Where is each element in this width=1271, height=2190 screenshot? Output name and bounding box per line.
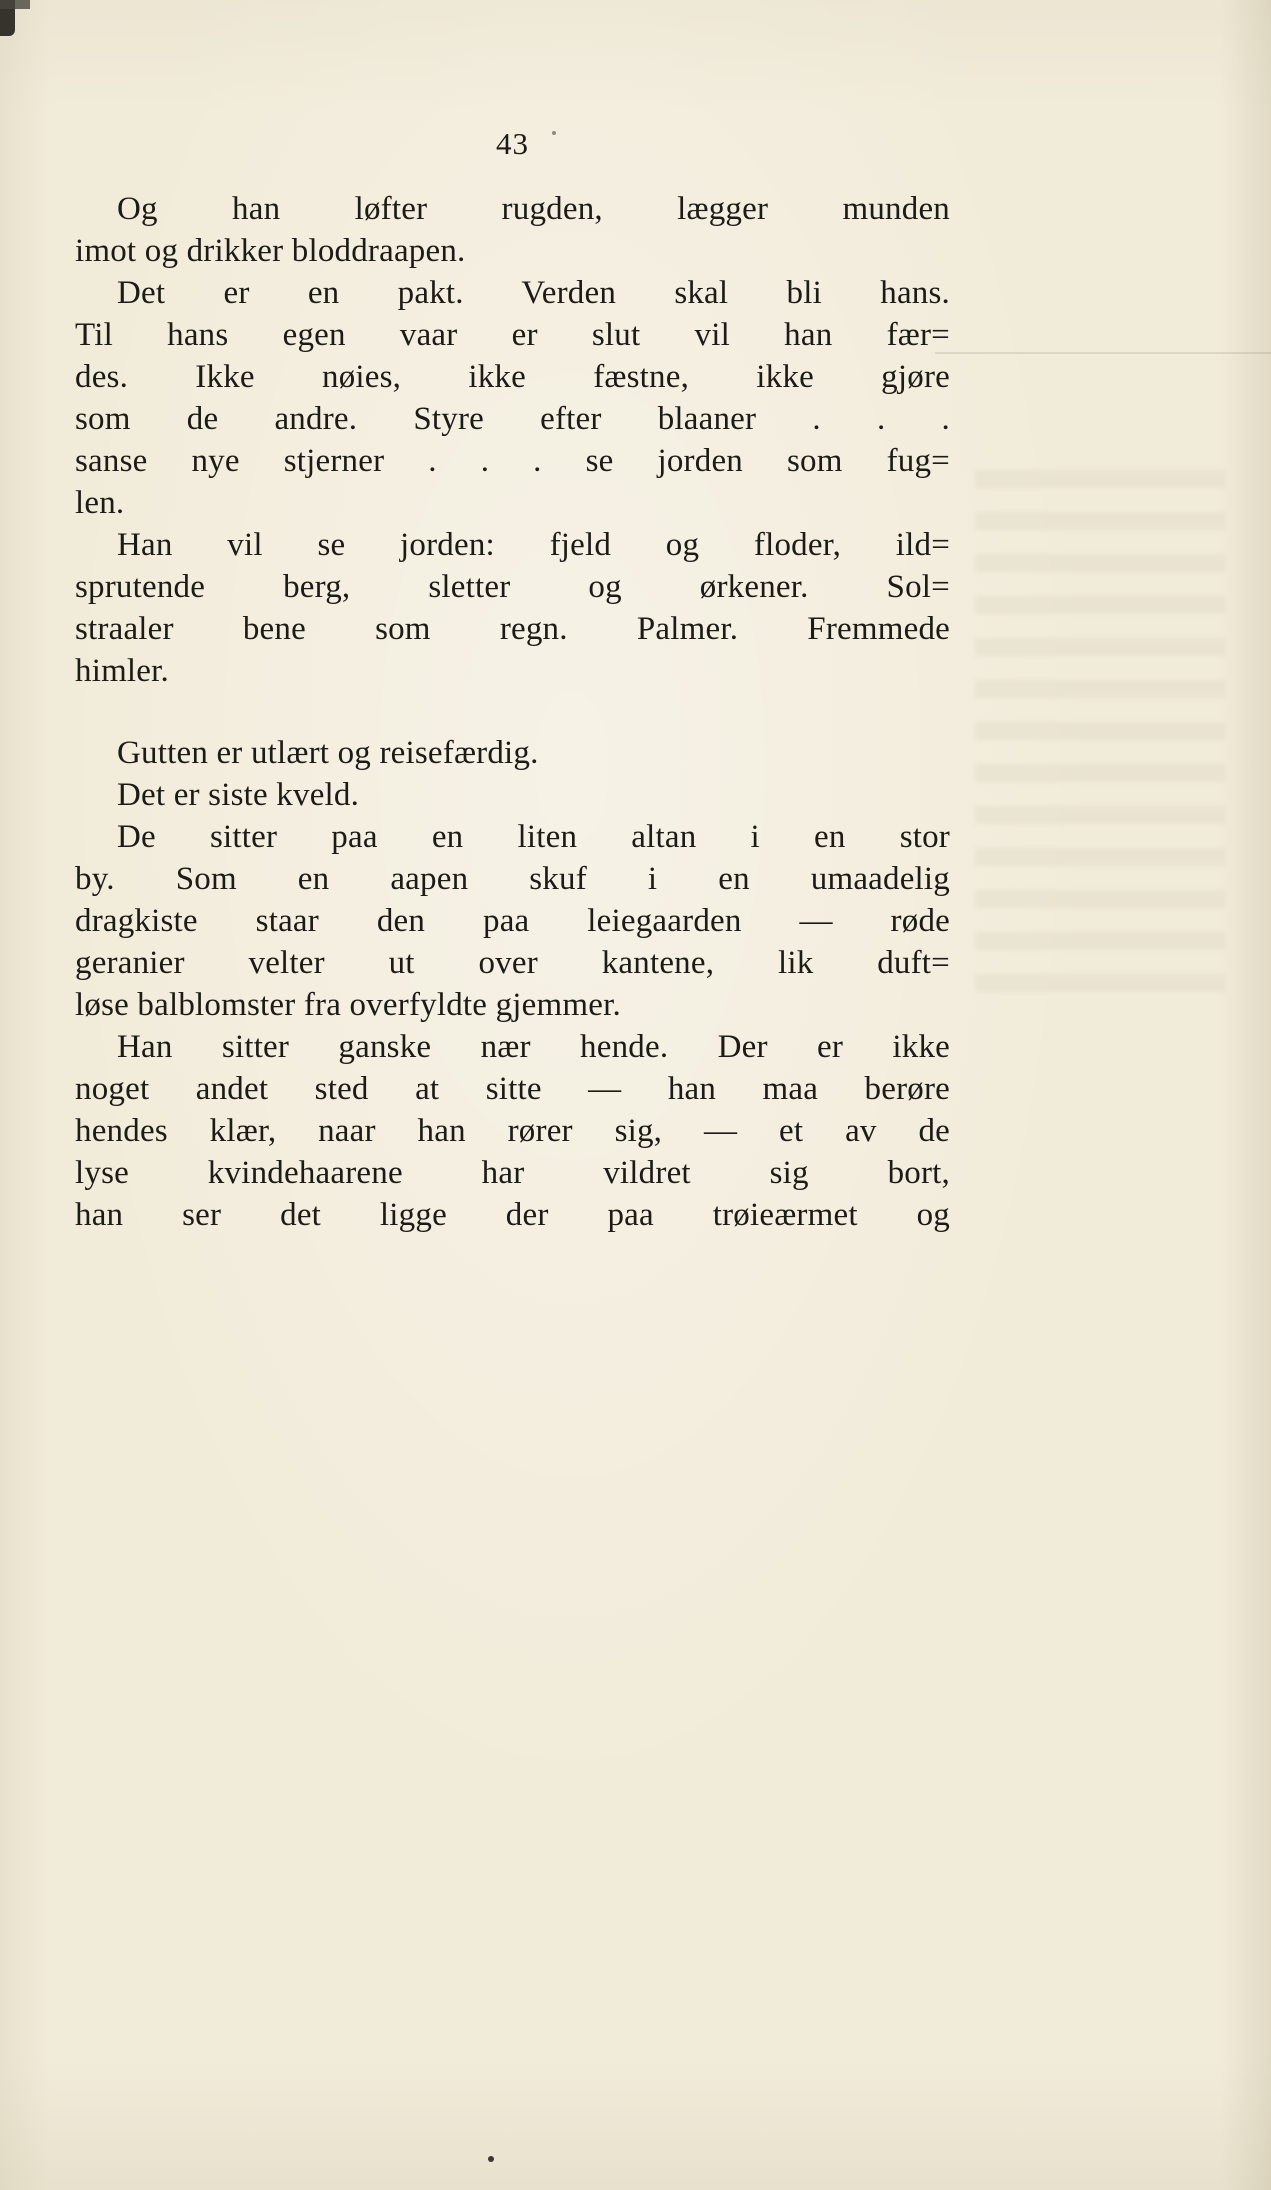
text-line: imot og drikker bloddraapen.	[75, 233, 466, 269]
text-line: Det er en pakt. Verden skal bli hans.	[117, 275, 950, 311]
text-line: løse balblomster fra overfyldte gjemmer.	[75, 987, 621, 1023]
text-line: Det er siste kveld.	[117, 777, 360, 813]
text-line: som de andre. Styre efter blaaner . . .	[75, 401, 950, 437]
text-line: Gutten er utlært og reisefærdig.	[117, 735, 539, 771]
text-line: Til hans egen vaar er slut vil han fær=	[75, 317, 950, 353]
text-line: geranier velter ut over kantene, lik duft=	[75, 945, 950, 981]
text-line: Han vil se jorden: fjeld og floder, ild=	[117, 527, 950, 563]
scan-corner-mark	[0, 0, 30, 9]
text-line: lyse kvindehaarene har vildret sig bort,	[75, 1155, 950, 1191]
text-line: dragkiste staar den paa leiegaarden — røde	[75, 903, 950, 939]
text-line: himler.	[75, 653, 169, 689]
text-line: straaler bene som regn. Palmer. Fremmede	[75, 611, 950, 647]
text-line: Han sitter ganske nær hende. Der er ikke	[117, 1029, 950, 1065]
text-line: sanse nye stjerner . . . se jorden som fug=	[75, 443, 950, 479]
text-line: len.	[75, 485, 125, 521]
scan-crease-line	[935, 352, 1271, 354]
scan-dot	[488, 2156, 494, 2162]
text-line: sprutende berg, sletter og ørkener. Sol=	[75, 569, 950, 605]
ink-bleedthrough	[975, 470, 1225, 1015]
text-line: De sitter paa en liten altan i en stor	[117, 819, 950, 855]
text-line: by. Som en aapen skuf i en umaadelig	[75, 861, 950, 897]
text-block	[75, 188, 950, 1236]
text-line: han ser det ligge der paa trøieærmet og	[75, 1197, 950, 1233]
text-line: Og han løfter rugden, lægger munden	[117, 191, 950, 227]
text-line: noget andet sted at sitte — han maa berøre	[75, 1071, 950, 1107]
text-line: hendes klær, naar han rører sig, — et av de	[75, 1113, 950, 1149]
text-line: des. Ikke nøies, ikke fæstne, ikke gjøre	[75, 359, 950, 395]
page-number: 43	[496, 126, 529, 161]
